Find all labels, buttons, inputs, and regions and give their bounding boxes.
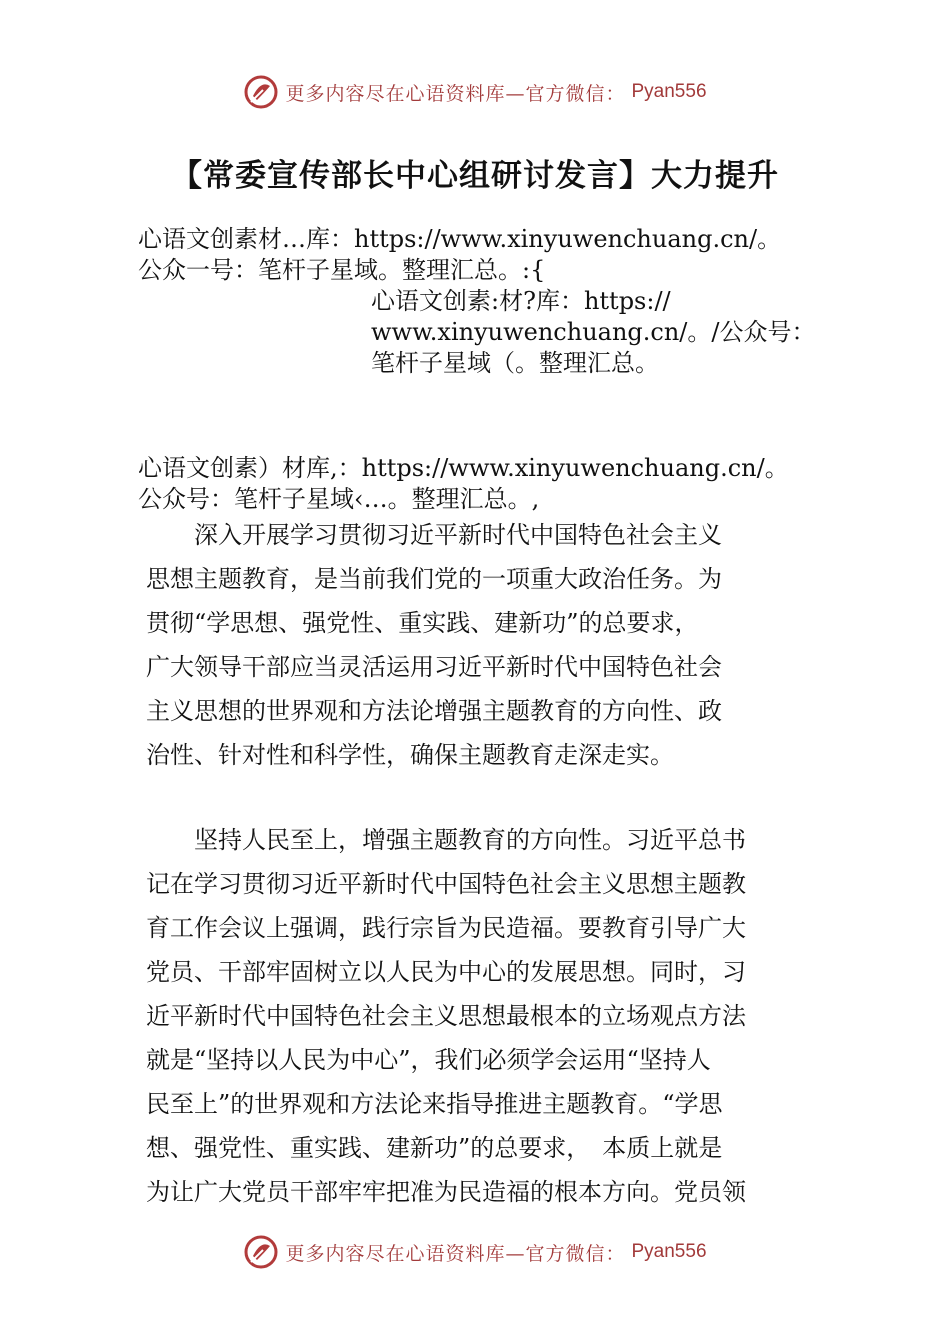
footer-banner bbox=[0, 1230, 950, 1274]
source-line: 公众一号：笔杆子星域。整理汇总。:{ bbox=[138, 256, 546, 284]
paragraph-line: 贯彻“学思想、强党性、重实践、建新功”的总要求， bbox=[146, 609, 699, 637]
body-paragraph-1 bbox=[146, 513, 836, 777]
paragraph-line: 近平新时代中国特色社会主义思想最根本的立场观点方法 bbox=[146, 1002, 746, 1030]
source-block-3 bbox=[138, 453, 789, 515]
paragraph-line: 党员、干部牢固树立以人民为中心的发展思想。同时，习 bbox=[146, 958, 746, 986]
source-block-1 bbox=[138, 224, 781, 286]
page-title: 【常委宣传部长中心组研讨发言】大力提升 bbox=[171, 158, 779, 194]
paragraph-line: 主义思想的世界观和方法论增强主题教育的方向性、政 bbox=[146, 697, 722, 725]
paragraph-line: 想、强党性、重实践、建新功”的总要求， 本质上就是 bbox=[146, 1134, 723, 1162]
source-line: 笔杆子星域（。整理汇总。 bbox=[371, 349, 659, 377]
paragraph-line: 记在学习贯彻习近平新时代中国特色社会主义思想主题教 bbox=[146, 870, 746, 898]
banner-wechat-id: Pyan556 bbox=[631, 81, 707, 102]
banner-text: 更多内容尽在心语资料库—官方微信： bbox=[285, 82, 626, 105]
source-block-2 bbox=[371, 286, 815, 379]
banner-wechat-id: Pyan556 bbox=[631, 1241, 707, 1262]
source-line: 心语文创素材…库：https://www.xinyuwenchuang.cn/。 bbox=[138, 225, 782, 253]
logo-icon bbox=[243, 74, 279, 110]
paragraph-line: 治性、针对性和科学性，确保主题教育走深走实。 bbox=[146, 741, 674, 769]
paragraph-line: 广大领导干部应当灵活运用习近平新时代中国特色社会 bbox=[146, 653, 722, 681]
paragraph-line: 为让广大党员干部牢牢把准为民造福的根本方向。党员领 bbox=[146, 1178, 746, 1206]
paragraph-line: 深入开展学习贯彻习近平新时代中国特色社会主义 bbox=[146, 521, 722, 549]
header-banner bbox=[0, 70, 950, 114]
paragraph-line: 就是“坚持以人民为中心”，我们必须学会运用“坚持人 bbox=[146, 1046, 711, 1074]
paragraph-line: 思想主题教育，是当前我们党的一项重大政治任务。为 bbox=[146, 565, 722, 593]
banner-text: 更多内容尽在心语资料库—官方微信： bbox=[285, 1242, 626, 1265]
source-line: 心语文创素）材库,：https://www.xinyuwenchuang.cn/。 bbox=[138, 454, 789, 482]
body-paragraph-2 bbox=[146, 818, 836, 1214]
source-line: 心语文创素:材?库：https:// bbox=[371, 287, 671, 315]
paragraph-line: 坚持人民至上，增强主题教育的方向性。习近平总书 bbox=[146, 826, 746, 854]
paragraph-line: 民至上”的世界观和方法论来指导推进主题教育。“学思 bbox=[146, 1090, 723, 1118]
paragraph-line: 育工作会议上强调，践行宗旨为民造福。要教育引导广大 bbox=[146, 914, 746, 942]
source-line: www.xinyuwenchuang.cn/。/公众号： bbox=[371, 318, 816, 346]
source-line: 公众号：笔杆子星域‹…。整理汇总。, bbox=[138, 485, 540, 513]
logo-icon bbox=[243, 1234, 279, 1270]
